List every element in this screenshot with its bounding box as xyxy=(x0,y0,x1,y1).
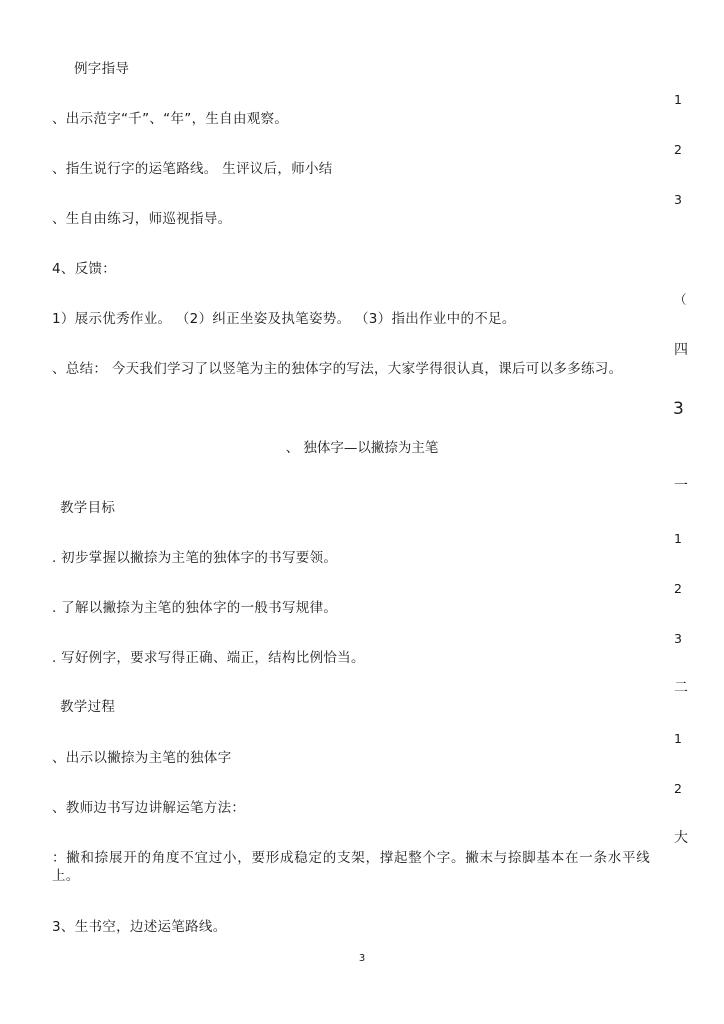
paragraph: 、总结： 今天我们学习了以竖笔为主的独体字的写法，大家学得很认真，课后可以多多练习。 xyxy=(52,361,623,377)
page-number: 3 xyxy=(358,953,366,964)
paragraph: 、教师边书写边讲解运笔方法： xyxy=(52,800,246,816)
paragraph: 、指生说行字的运笔路线。 生评议后，师小结 xyxy=(52,161,333,177)
margin-number: 1 xyxy=(674,92,682,107)
section-heading: 例字指导 xyxy=(74,61,130,77)
list-item: . 写好例字，要求写得正确、端正，结构比例恰当。 xyxy=(52,650,365,666)
margin-section-number: 一 xyxy=(674,478,688,494)
margin-number: 2 xyxy=(674,781,682,796)
margin-section-number: 3 xyxy=(673,399,684,419)
margin-number: 1 xyxy=(674,531,682,546)
margin-paren: （ xyxy=(674,292,687,307)
paragraph: 3、生书空，边述运笔路线。 xyxy=(52,919,227,935)
margin-section-number: 四 xyxy=(674,342,688,358)
section-title: 、 独体字—以撇捺为主笔 xyxy=(285,440,439,456)
paragraph: 上。 xyxy=(52,868,80,884)
margin-item-marker: 大 xyxy=(674,830,688,846)
paragraph: 、生自由练习，师巡视指导。 xyxy=(52,211,232,227)
margin-number: 1 xyxy=(674,731,682,746)
section-heading: 教学过程 xyxy=(60,699,116,715)
paragraph: 1）展示优秀作业。 （2）纠正坐姿及执笔姿势。 （3）指出作业中的不足。 xyxy=(52,311,516,327)
margin-number: 2 xyxy=(674,142,682,157)
paragraph: ：撇和捺展开的角度不宜过小，要形成稳定的支架，撑起整个字。撇末与捺脚基本在一条水平线 xyxy=(52,850,651,866)
margin-number: 3 xyxy=(674,192,682,207)
paragraph: 、出示范字“千”、“年”，生自由观察。 xyxy=(52,111,289,127)
list-item: . 了解以撇捺为主笔的独体字的一般书写规律。 xyxy=(52,600,338,616)
margin-number: 3 xyxy=(674,631,682,646)
list-item: . 初步掌握以撇捺为主笔的独体字的书写要领。 xyxy=(52,550,338,566)
section-heading: 教学目标 xyxy=(60,500,116,516)
margin-section-number: 二 xyxy=(674,680,688,696)
paragraph: 、出示以撇捺为主笔的独体字 xyxy=(52,750,232,766)
paragraph: 4、反馈： xyxy=(52,261,117,277)
margin-number: 2 xyxy=(674,581,682,596)
